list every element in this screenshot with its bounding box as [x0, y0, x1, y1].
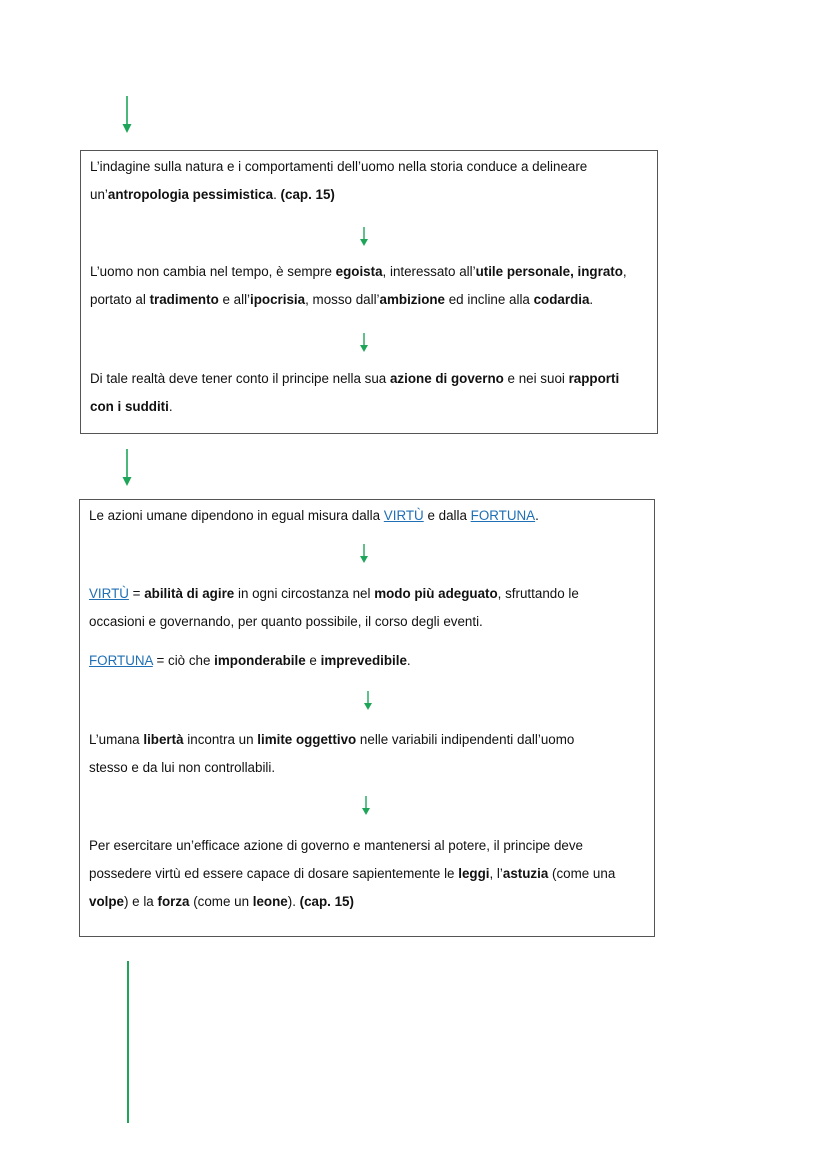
bold-text: leone [252, 894, 288, 909]
chapter-reference: (cap. 15) [299, 894, 354, 909]
text: portato al [90, 292, 150, 307]
text: , [622, 264, 627, 279]
bold-text: rapporti [568, 371, 620, 386]
text: . [273, 187, 281, 202]
bold-text: leggi [458, 866, 490, 881]
text: possedere virtù ed essere capace di dosare sapientemente le [89, 866, 459, 881]
text: , sfruttando le [497, 586, 579, 601]
down-arrow-icon [363, 691, 373, 711]
text: in ogni circostanza nel [234, 586, 375, 601]
text: e nei suoi [503, 371, 569, 386]
paragraph-human-actions [89, 502, 646, 530]
text: . [168, 399, 173, 414]
connector-line [127, 961, 129, 1123]
bold-text: forza [157, 894, 190, 909]
text: incontra un [183, 732, 258, 747]
bold-text: ipocrisia [250, 292, 306, 307]
text: stesso e da lui non controllabili. [89, 760, 276, 775]
chapter-reference: (cap. 15) [280, 187, 335, 202]
bold-text: ambizione [379, 292, 446, 307]
bold-text: con i sudditi [90, 399, 169, 414]
paragraph-anthropology [90, 153, 649, 209]
virtu-link[interactable]: VIRTÙ [89, 586, 129, 601]
down-arrow-icon [359, 544, 369, 564]
paragraph-prince-action [90, 365, 649, 421]
text: = [128, 586, 145, 601]
text: , l’ [489, 866, 503, 881]
text: nelle variabili indipendenti dall’uomo [356, 732, 575, 747]
bold-text: tradimento [149, 292, 219, 307]
text: e dalla [423, 508, 471, 523]
paragraph-human-freedom [89, 726, 646, 782]
fortuna-link[interactable]: FORTUNA [89, 653, 153, 668]
text: ) e la [123, 894, 158, 909]
bold-text: imponderabile [214, 653, 306, 668]
text: (come una [548, 866, 616, 881]
down-arrow-icon [359, 333, 369, 353]
text: L’umana [89, 732, 144, 747]
text: (come un [189, 894, 253, 909]
text: ed incline alla [445, 292, 534, 307]
fortuna-link[interactable]: FORTUNA [470, 508, 536, 523]
text: ). [287, 894, 300, 909]
text: Le azioni umane dipendono in egual misura dalla [89, 508, 384, 523]
bold-text: abilità di agire [144, 586, 235, 601]
paragraph-prince-virtues [89, 832, 646, 916]
text: un’ [90, 187, 108, 202]
text: L’uomo non cambia nel tempo, è sempre [90, 264, 336, 279]
bold-text: astuzia [502, 866, 549, 881]
text: . [535, 508, 539, 523]
bold-text: antropologia pessimistica [107, 187, 274, 202]
text: . [589, 292, 594, 307]
paragraph-virtu-definition [89, 580, 646, 636]
bold-text: utile personale, ingrato [475, 264, 623, 279]
down-arrow-icon [121, 449, 133, 487]
paragraph-human-nature [90, 258, 649, 314]
text: . [406, 653, 411, 668]
text: = ciò che [152, 653, 215, 668]
bold-text: libertà [143, 732, 184, 747]
bold-text: egoista [335, 264, 383, 279]
bold-text: codardia [533, 292, 590, 307]
box-virtu-fortuna [79, 499, 655, 937]
down-arrow-icon [359, 227, 369, 247]
text: Per esercitare un’efficace azione di governo e mantenersi al potere, il principe deve [89, 838, 584, 853]
bold-text: volpe [89, 894, 124, 909]
text: Di tale realtà deve tener conto il principe nella sua [90, 371, 390, 386]
text: , mosso dall’ [305, 292, 380, 307]
text: e [305, 653, 321, 668]
text: L’indagine sulla natura e i comportamenti dell’uomo nella storia conduce a delineare [90, 159, 588, 174]
virtu-link[interactable]: VIRTÙ [383, 508, 424, 523]
paragraph-fortuna-definition [89, 647, 646, 675]
bold-text: azione di governo [389, 371, 504, 386]
text: , interessato all’ [382, 264, 476, 279]
bold-text: imprevedibile [320, 653, 407, 668]
box-anthropology [80, 150, 658, 434]
bold-text: modo più adeguato [374, 586, 498, 601]
text: e all’ [218, 292, 251, 307]
down-arrow-icon [361, 796, 371, 816]
bold-text: limite oggettivo [257, 732, 357, 747]
down-arrow-icon [121, 96, 133, 134]
text: occasioni e governando, per quanto possibile, il corso degli eventi. [89, 614, 483, 629]
